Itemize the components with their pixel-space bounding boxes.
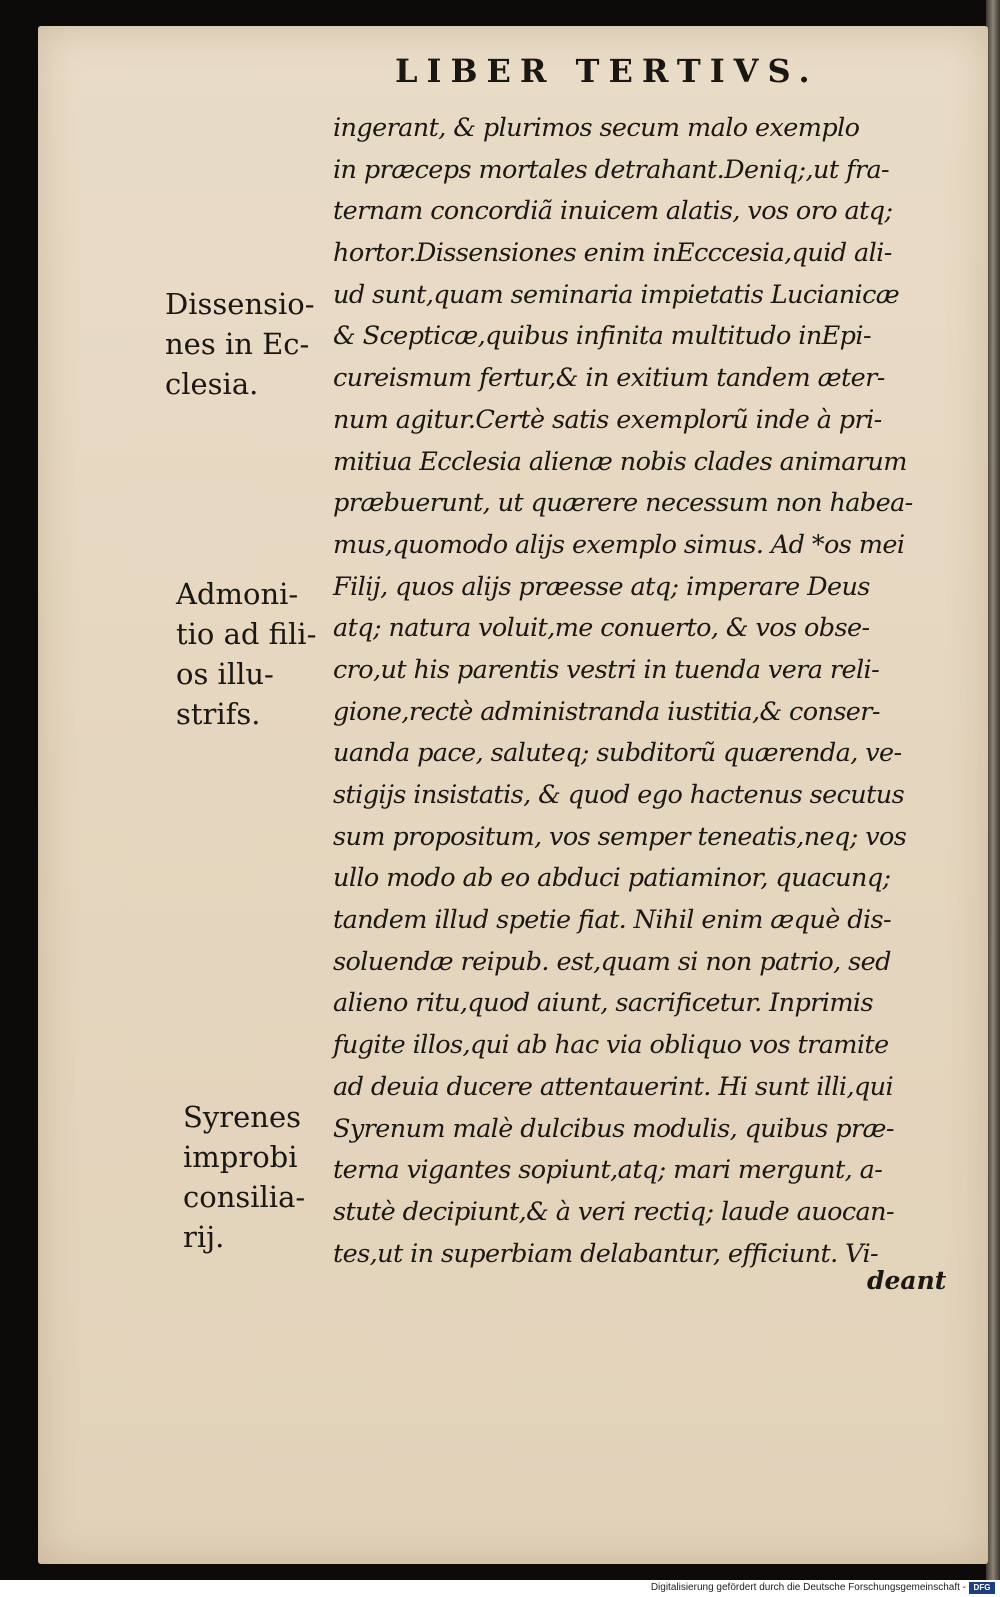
- marginal-note-line: Syrenes: [183, 1100, 301, 1134]
- text-line: tes,ut in superbiam delabantur, efficiunt. Vi-: [333, 1238, 879, 1269]
- text-line: mitiua Ecclesia alienæ nobis clades animarum: [333, 446, 907, 477]
- text-line: ingerant, & plurimos secum malo exemplo: [333, 113, 860, 143]
- text-line: cureismum fertur,& in exitium tandem æter-: [333, 363, 885, 394]
- text-line: stutè decipiunt,& à veri rectiq; laude auocan-: [333, 1196, 894, 1227]
- text-line: mus,quomodo alijs exemplo simus. Ad *os mei: [333, 529, 905, 560]
- text-line: atq; natura voluit,me conuerto, & vos obse-: [333, 613, 870, 644]
- text-line: & Scepticæ,quibus infinita multitudo inEpi-: [333, 321, 871, 352]
- marginal-note-line: Dissensio-: [165, 287, 315, 321]
- text-line: ad deuia ducere attentauerint. Hi sunt illi,qui: [333, 1071, 894, 1102]
- text-line: tandem illud spetie fiat. Nihil enim æquè dis-: [333, 905, 892, 936]
- marginal-note-line: consilia-: [183, 1180, 306, 1214]
- text-line: uanda pace, saluteq; subditorũ quærenda, ve-: [333, 738, 902, 769]
- text-line: Syrenum malè dulcibus modulis, quibus præ-: [333, 1113, 894, 1144]
- marginal-note-admonitio: [176, 574, 316, 734]
- text-line: alieno ritu,quod aiunt, sacrificetur. Inprimis: [333, 988, 873, 1019]
- text-line: terna vigantes sopiunt,atq; mari mergunt, a-: [333, 1155, 883, 1186]
- dfg-logo: DFG: [969, 1582, 995, 1594]
- text-line: ud sunt,quam seminaria impietatis Lucianicæ: [333, 279, 900, 310]
- marginal-note-dissensiones: [165, 284, 315, 404]
- marginal-note-line: clesia.: [165, 367, 259, 401]
- text-line: in præceps mortales detrahant.Deniq;,ut fra-: [333, 154, 890, 185]
- catchword: deant: [867, 1266, 947, 1295]
- text-line: ullo modo ab eo abduci patiaminor, quacunq;: [333, 863, 891, 894]
- footer-credit: Digitalisierung gefördert durch die Deutsche Forschungsgemeinschaft -: [650, 1582, 966, 1593]
- marginal-note-line: tio ad fili-: [176, 617, 317, 651]
- text-line: præbuerunt, ut quærere necessum non habea-: [333, 488, 913, 519]
- text-line: stigijs insistatis, & quod ego hactenus secutus: [333, 780, 905, 810]
- marginal-note-line: os illu-: [176, 657, 274, 691]
- text-line: num agitur.Certè satis exemplorũ inde à pri-: [333, 404, 882, 435]
- text-line: soluendæ reipub. est,quam si non patrio, sed: [333, 946, 891, 977]
- book-edge: [986, 0, 1000, 1580]
- marginal-note-line: strifs.: [176, 697, 261, 731]
- marginal-note-syrenes: [183, 1097, 305, 1257]
- text-line: ternam concordiã inuicem alatis, vos oro atq;: [333, 196, 893, 227]
- text-line: fugite illos,qui ab hac via obliquo vos tramite: [333, 1030, 889, 1061]
- text-line: hortor.Dissensiones enim inEcccesia,quid ali-: [333, 238, 892, 269]
- running-head: LIBER TERTIVS.: [395, 52, 819, 90]
- marginal-note-line: improbi: [183, 1140, 298, 1174]
- marginal-note-line: nes in Ec-: [165, 327, 310, 361]
- text-line: Filij, quos alijs præesse atq; imperare Deus: [333, 571, 870, 602]
- text-line: gione,rectè administranda iustitia,& conser-: [333, 696, 880, 727]
- body-text: [333, 108, 933, 1275]
- marginal-note-line: Admoni-: [176, 577, 299, 611]
- text-line: cro,ut his parentis vestri in tuenda vera reli-: [333, 654, 880, 685]
- marginal-note-line: rij.: [183, 1220, 225, 1254]
- text-line: sum propositum, vos semper teneatis,neq; vos: [333, 821, 907, 852]
